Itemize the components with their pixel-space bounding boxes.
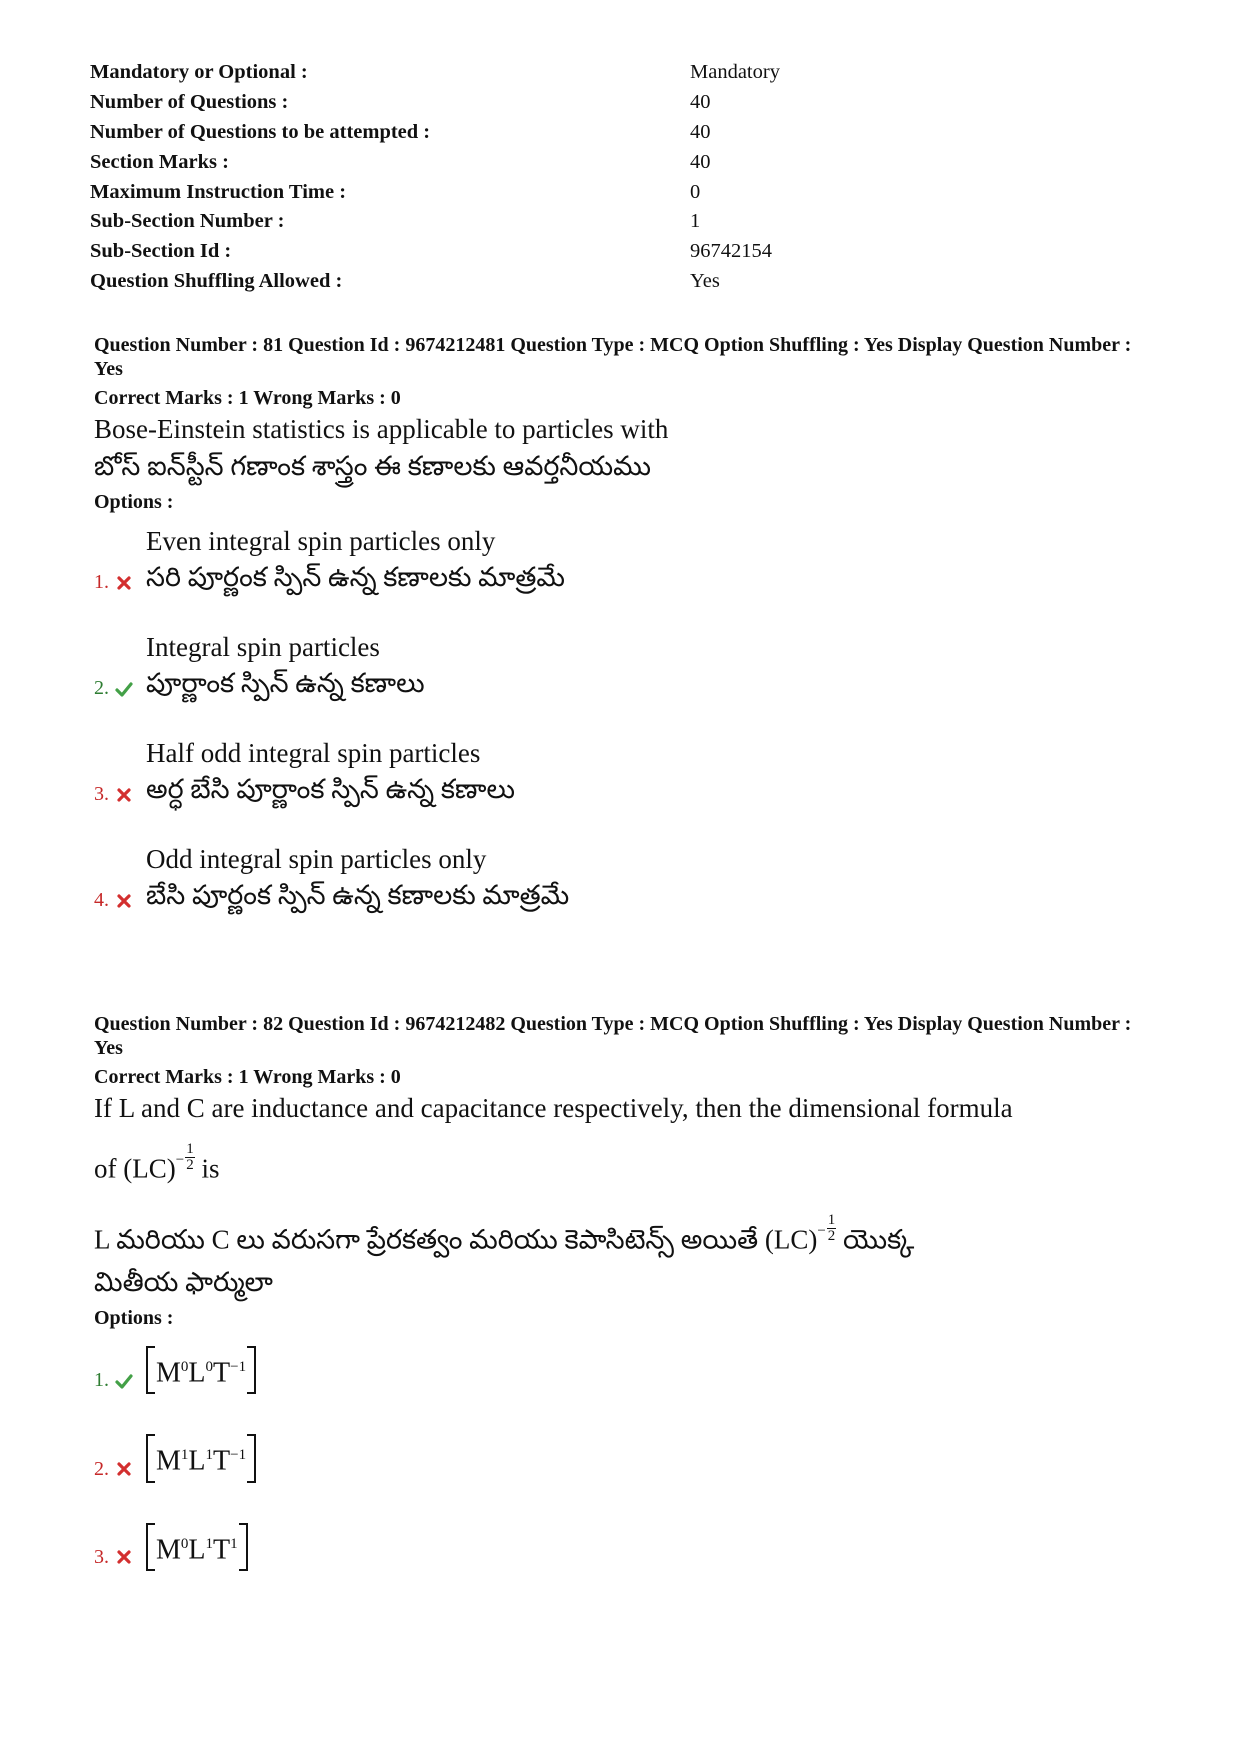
meta-label: Number of Questions to be attempted : <box>90 120 431 143</box>
meta-value: 0 <box>690 180 701 203</box>
question-81 <box>94 333 1154 914</box>
exponent-sign: − <box>817 1222 826 1239</box>
symbol-m: M <box>156 1357 181 1389</box>
question-marks: Correct Marks : 1 Wrong Marks : 0 <box>94 1066 401 1088</box>
cross-icon <box>115 786 133 804</box>
dimensional-formula <box>146 1434 256 1482</box>
dimensional-formula <box>146 1346 256 1394</box>
exponent-l: 1 <box>205 1447 214 1464</box>
question-text-english: Bose-Einstein statistics is applicable to particles with <box>94 414 669 444</box>
fraction-denominator: 2 <box>827 1227 836 1244</box>
question-header: Question Number : 81 Question Id : 9674212481 Question Type : MCQ Option Shuffling : Yes Display Question Number : Yes <box>94 334 1132 380</box>
section-metadata <box>90 58 1150 296</box>
meta-label: Number of Questions : <box>90 91 289 114</box>
question-text-telugu-line1 <box>94 1208 1154 1263</box>
symbol-t: T <box>213 1533 231 1565</box>
exponent-l: 0 <box>205 1359 214 1375</box>
meta-row <box>90 177 1150 207</box>
option-text-telugu: పూర్ణాంక స్పిన్ ఉన్న కణాలు <box>146 668 425 698</box>
symbol-m: M <box>156 1445 181 1477</box>
meta-label: Mandatory or Optional : <box>90 61 308 84</box>
question-text-english-line1: If L and C are inductance and capacitance respectively, then the dimensional formula <box>94 1093 1013 1123</box>
meta-value: 1 <box>690 210 701 233</box>
option-number: 1. <box>94 1369 109 1392</box>
meta-label: Question Shuffling Allowed : <box>90 269 343 292</box>
question-text-fragment: of (LC) <box>94 1153 176 1184</box>
question-text-english-line2 <box>94 1139 1154 1190</box>
option-marker <box>94 783 133 806</box>
symbol-l: L <box>188 1533 206 1565</box>
check-icon <box>115 680 133 698</box>
meta-value: Mandatory <box>690 61 780 84</box>
exponent-t: 1 <box>230 1535 238 1552</box>
option-2 <box>94 1434 1154 1482</box>
option-marker <box>94 571 133 594</box>
meta-row <box>90 237 1150 267</box>
symbol-t: T <box>213 1357 231 1389</box>
option-marker <box>94 889 133 912</box>
meta-label: Sub-Section Id : <box>90 240 232 263</box>
meta-value: 40 <box>690 120 711 143</box>
options-label: Options : <box>94 491 174 513</box>
meta-label: Section Marks : <box>90 150 229 173</box>
meta-row <box>90 118 1150 148</box>
option-2 <box>94 630 1154 702</box>
exponent-m: 0 <box>180 1535 189 1552</box>
option-number: 2. <box>94 1457 109 1480</box>
option-text-telugu: అర్ధ బేసి పూర్ణాంక స్పిన్ ఉన్న కణాలు <box>146 774 515 804</box>
meta-value: 96742154 <box>690 240 772 263</box>
symbol-m: M <box>156 1533 181 1565</box>
question-text-telugu: బోస్ ఐన్‌స్టీన్ గణాంక శాస్త్రం ఈ కణాలకు ఆవర్తనీయము <box>94 451 651 481</box>
question-text-telugu-line2: మితీయ ఫార్ములా <box>94 1267 273 1297</box>
question-82 <box>94 1012 1154 1571</box>
option-1 <box>94 1346 1154 1394</box>
option-marker <box>94 677 133 700</box>
symbol-l: L <box>188 1445 206 1477</box>
option-number: 2. <box>94 677 109 699</box>
meta-value: 40 <box>690 91 711 114</box>
question-text-fragment: యొక్క <box>843 1224 915 1254</box>
options-label: Options : <box>94 1307 174 1329</box>
fraction-denominator: 2 <box>186 1157 194 1174</box>
option-3 <box>94 1523 1154 1571</box>
exponent-m: 0 <box>180 1359 189 1375</box>
meta-label: Maximum Instruction Time : <box>90 180 347 203</box>
question-header: Question Number : 82 Question Id : 9674212482 Question Type : MCQ Option Shuffling : Yes Display Question Number : Yes <box>94 1013 1132 1059</box>
exponent-sign: − <box>175 1152 185 1168</box>
meta-row <box>90 88 1150 118</box>
dimensional-formula <box>146 1523 248 1571</box>
meta-value: Yes <box>690 269 720 292</box>
option-number: 3. <box>94 783 109 805</box>
option-text-english: Integral spin particles <box>146 632 380 662</box>
question-text-fragment: is <box>201 1153 220 1184</box>
option-number: 4. <box>94 889 109 911</box>
option-text-english: Half odd integral spin particles <box>146 738 481 768</box>
option-number: 3. <box>94 1545 109 1568</box>
option-3 <box>94 736 1154 808</box>
question-marks: Correct Marks : 1 Wrong Marks : 0 <box>94 387 401 409</box>
exponent-fraction <box>827 1213 837 1244</box>
option-marker <box>94 1458 133 1481</box>
cross-icon <box>115 892 133 910</box>
question-text-fragment: L మరియు C లు వరుసగా ప్రేరకత్వం మరియు కెపాసిటెన్స్ అయితే (LC) <box>94 1224 818 1254</box>
fraction-numerator: 1 <box>186 1141 194 1158</box>
option-text-english: Odd integral spin particles only <box>146 844 487 874</box>
cross-icon <box>115 1460 133 1478</box>
fraction-numerator: 1 <box>827 1211 836 1228</box>
meta-row <box>90 58 1150 88</box>
option-marker <box>94 1546 133 1569</box>
option-number: 1. <box>94 571 109 593</box>
meta-row <box>90 267 1150 297</box>
check-icon <box>115 1372 133 1390</box>
symbol-l: L <box>188 1357 206 1389</box>
option-4 <box>94 842 1154 914</box>
exponent-fraction <box>185 1142 195 1173</box>
exponent-t: −1 <box>230 1447 247 1464</box>
exponent-m: 1 <box>180 1447 189 1464</box>
option-1 <box>94 524 1154 596</box>
option-marker <box>94 1369 133 1392</box>
cross-icon <box>115 1548 133 1566</box>
symbol-t: T <box>213 1445 231 1477</box>
exponent-t: −1 <box>230 1359 247 1375</box>
meta-row <box>90 147 1150 177</box>
option-text-telugu: బేసి పూర్ణంక స్పిన్ ఉన్న కణాలకు మాత్రమే <box>146 880 570 910</box>
meta-row <box>90 207 1150 237</box>
cross-icon <box>115 574 133 592</box>
meta-value: 40 <box>690 150 711 173</box>
exponent-l: 1 <box>205 1535 214 1552</box>
meta-label: Sub-Section Number : <box>90 210 285 233</box>
option-text-english: Even integral spin particles only <box>146 526 496 556</box>
option-text-telugu: సరి పూర్ణంక స్పిన్ ఉన్న కణాలకు మాత్రమే <box>146 562 565 592</box>
